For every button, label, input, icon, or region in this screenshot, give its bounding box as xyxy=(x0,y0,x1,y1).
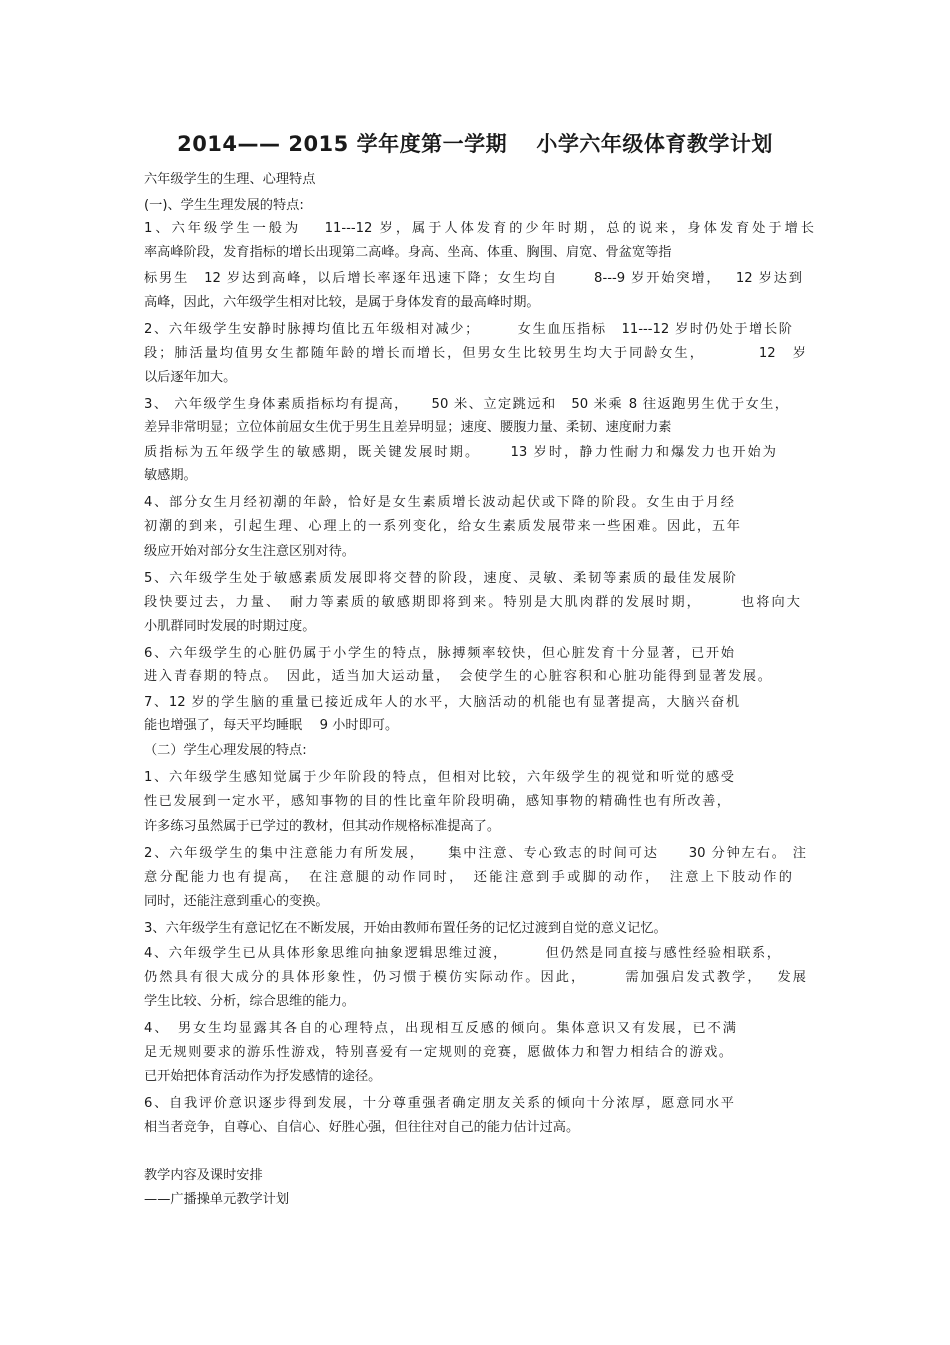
text-line: 4、六年级学生已从具体形象思维向抽象逻辑思维过渡， 但仍然是同直接与感性经验相联系， xyxy=(144,946,780,961)
text-line: 级应开始对部分女生注意区别对待。 xyxy=(144,544,355,559)
text-line: 5、六年级学生处于敏感素质发展即将交替的阶段，速度、灵敏、柔韧等素质的最佳发展阶 xyxy=(144,571,736,586)
text-line: 段快要过去，力量、 耐力等素质的敏感期即将到来。特别是大肌肉群的发展时期， 也将向大 xyxy=(144,595,800,610)
text-line: 进入青春期的特点。 因此，适当加大运动量， 会使学生的心脏容积和心脏功能得到显著发展。 xyxy=(144,669,771,684)
text-line: 仍然具有很大成分的具体形象性，仍习惯于模仿实际动作。因此， 需加强启发式教学， 发展 xyxy=(144,970,806,985)
page-title: 2014—— 2015 学年度第一学期 小学六年级体育教学计划 xyxy=(177,132,773,156)
text-line: 1、六年级学生一般为 11---12 岁，属于人体发育的少年时期，总的说来，身体发育处于增长 xyxy=(144,221,814,236)
text-line: 3、六年级学生有意记忆在不断发展，开始由教师布置任务的记忆过渡到自觉的意义记忆。 xyxy=(144,921,667,936)
text-line: 同时，还能注意到重心的变换。 xyxy=(144,894,329,909)
text-line: 率高峰阶段，发育指标的增长出现第二高峰。身高、坐高、体重、胸围、肩宽、骨盆宽等指 xyxy=(144,245,672,260)
text-line: 4、部分女生月经初潮的年龄，恰好是女生素质增长波动起伏或下降的阶段。女生由于月经 xyxy=(144,495,734,510)
text-line: 差异非常明显；立位体前屈女生优于男生且差异明显；速度、腰腹力量、柔韧、速度耐力素 xyxy=(144,420,672,435)
text-line: 已开始把体育活动作为抒发感情的途径。 xyxy=(144,1069,382,1084)
text-line: 3、 六年级学生身体素质指标均有提高， 50 米、立定跳远和 50 米乘 8 往返跑男生优于女生， xyxy=(144,397,788,412)
text-line: 标男生 12 岁达到高峰，以后增长率逐年迅速下降；女生均自 8---9 岁开始突增， 12 岁达到 xyxy=(144,271,802,286)
text-line: 能也增强了，每天平均睡眠 9 小时即可。 xyxy=(144,718,399,733)
text-line: 小肌群同时发展的时期过度。 xyxy=(144,619,316,634)
text-line: 6、六年级学生的心脏仍属于小学生的特点，脉搏频率较快，但心脏发育十分显著，已开始 xyxy=(144,646,734,661)
text-line: 高峰，因此，六年级学生相对比较，是属于身体发育的最高峰时期。 xyxy=(144,295,540,310)
text-line: 意分配能力也有提高， 在注意腿的动作同时， 还能注意到手或脚的动作， 注意上下肢动作的 xyxy=(144,870,792,885)
text-line: 4、 男女生均显露其各自的心理特点，出现相互反感的倾向。集体意识又有发展，已不满 xyxy=(144,1021,736,1036)
text-line: 学生比较、分析，综合思维的能力。 xyxy=(144,994,355,1009)
text-line: 许多练习虽然属于已学过的教材，但其动作规格标准提高了。 xyxy=(144,819,501,834)
text-line: 足无规则要求的游乐性游戏，特别喜爱有一定规则的竞赛，愿做体力和智力相结合的游戏。 xyxy=(144,1045,732,1060)
text-line: 1、六年级学生感知觉属于少年阶段的特点，但相对比较，六年级学生的视觉和听觉的感受 xyxy=(144,770,734,785)
text-line: 7、12 岁的学生脑的重量已接近成年人的水平，大脑活动的机能也有显著提高，大脑兴奋机 xyxy=(144,695,739,710)
text-line: 2、六年级学生安静时脉搏均值比五年级相对减少； 女生血压指标 11---12 岁时仍处于增长阶 xyxy=(144,322,792,337)
text-line: 初潮的到来，引起生理、心理上的一系列变化，给女生素质发展带来一些困难。因此，五年 xyxy=(144,519,740,534)
text-line: 六年级学生的生理、心理特点 xyxy=(144,172,316,187)
text-line: 性已发展到一定水平，感知事物的目的性比童年阶段明确，感知事物的精确性也有所改善， xyxy=(144,794,730,809)
text-line: 质指标为五年级学生的敏感期，既关键发展时期。 13 岁时，静力性耐力和爆发力也开始为 xyxy=(144,445,776,460)
section-heading: 教学内容及课时安排 xyxy=(144,1168,263,1183)
subsection-heading: ——广播操单元教学计划 xyxy=(144,1192,290,1207)
text-line: 段；肺活量均值男女生都随年龄的增长而增长，但男女生比较男生均大于同龄女生， 12 岁 xyxy=(144,346,806,361)
text-line: 6、自我评价意识逐步得到发展，十分尊重强者确定朋友关系的倾向十分浓厚，愿意同水平 xyxy=(144,1096,734,1111)
text-line: 以后逐年加大。 xyxy=(144,370,237,385)
text-line: (一)、学生生理发展的特点: xyxy=(144,198,304,213)
text-line: 2、六年级学生的集中注意能力有所发展， 集中注意、专心致志的时间可达 30 分钟左右。 注 xyxy=(144,846,806,861)
text-line: 敏感期。 xyxy=(144,468,197,483)
text-line: 相当者竞争，自尊心、自信心、好胜心强，但往往对自己的能力估计过高。 xyxy=(144,1120,580,1135)
section-heading: （二）学生心理发展的特点: xyxy=(144,743,307,758)
